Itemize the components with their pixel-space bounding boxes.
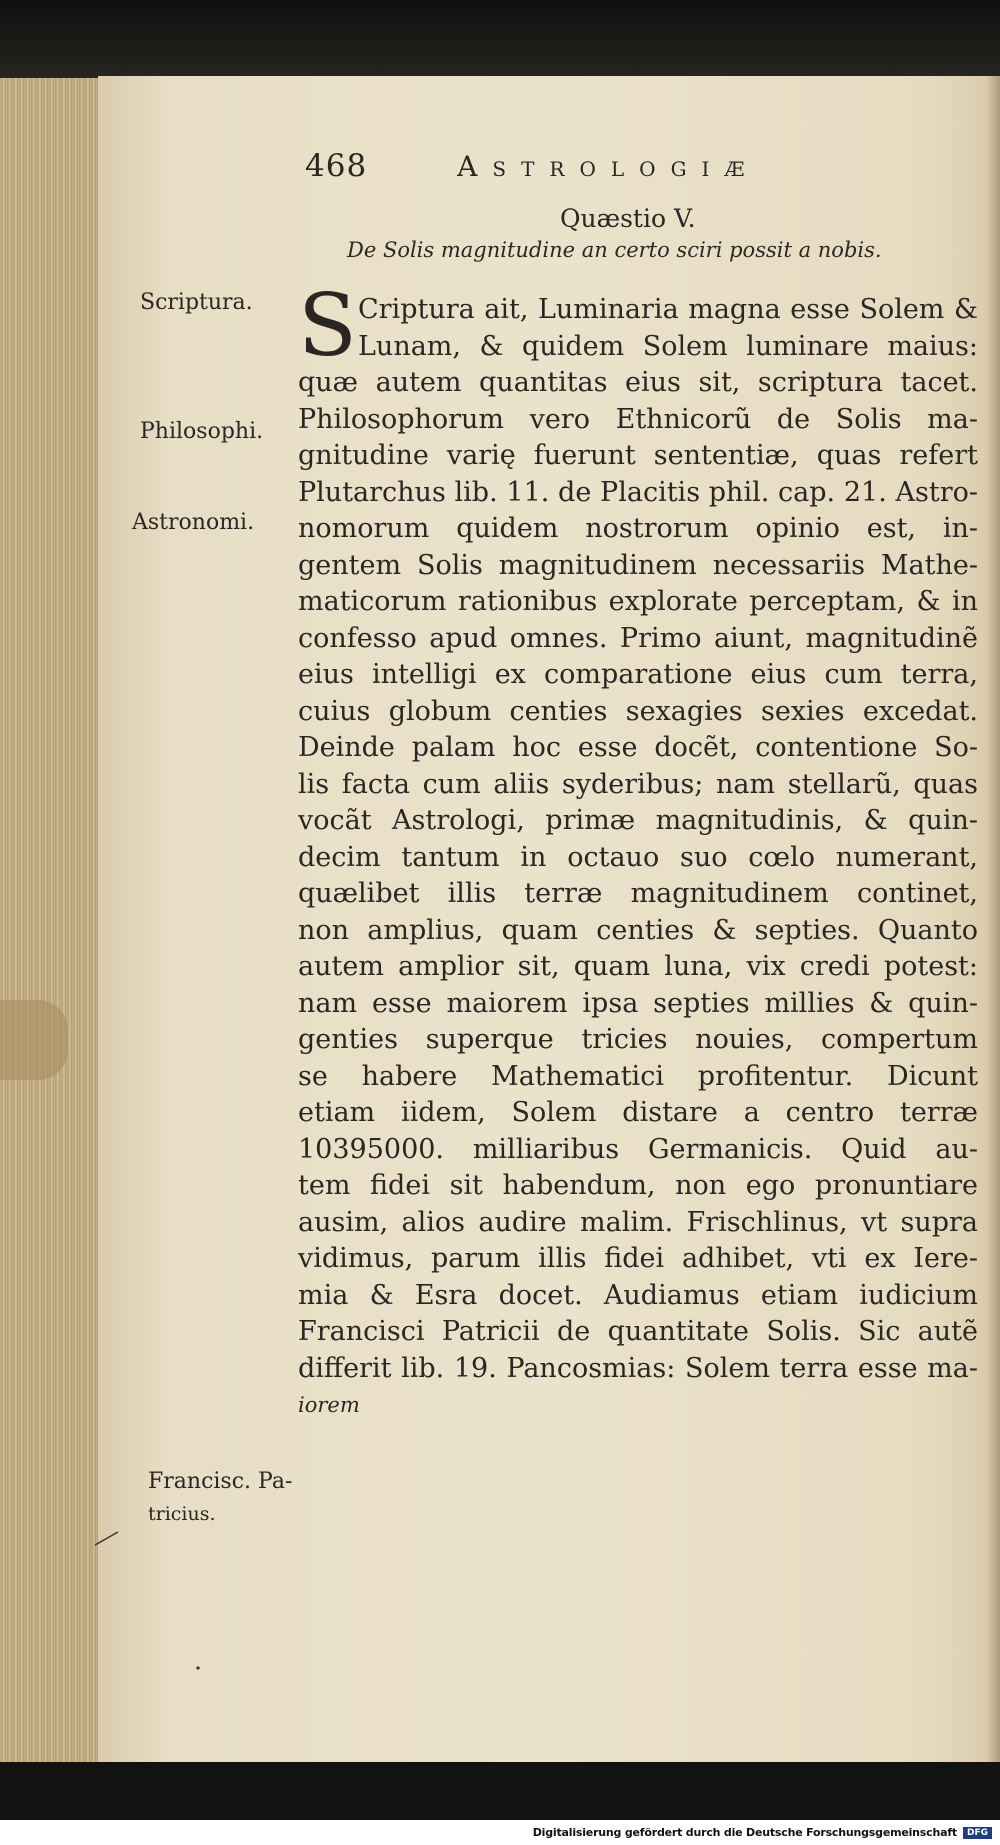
dropcap-initial: S (298, 276, 357, 376)
text-line: se habere Mathematici profitentur. Dicunt (298, 1060, 978, 1092)
page-number: 468 (305, 148, 368, 184)
text-line: quæ autem quantitas eius sit, scriptura tacet. (298, 367, 978, 398)
text-line: Francisci Patricii de quantitate Solis. Sic autẽ (298, 1316, 978, 1347)
text-line: differit lib. 19. Pancosmias: Solem terra esse ma- (298, 1352, 978, 1384)
text-line: maticorum rationibus explorate perceptam, & in (298, 586, 978, 617)
footer-bar (0, 1820, 1000, 1845)
page-header (305, 148, 759, 196)
text-line: nam esse maiorem ipsa septies millies & quin- (298, 987, 978, 1019)
text-line: confesso apud omnes. Primo aiunt, magnitudinẽ (298, 622, 978, 654)
text-line: vidimus, parum illis fidei adhibet, vti ex Iere- (298, 1243, 978, 1274)
text-line: Plutarchus lib. 11. de Placitis phil. cap. 21. Astro- (298, 476, 978, 508)
margin-note-francisc: Francisc. Pa- (148, 1469, 293, 1494)
page-edge-stack (0, 78, 102, 1763)
text-line: decim tantum in octauo suo cœlo numerant, (298, 841, 978, 873)
text-line: autem amplior sit, quam luna, vix credi potest: (298, 951, 978, 982)
dfg-logo: DFG (963, 1827, 992, 1839)
margin-note-philosophi: Philosophi. (140, 419, 264, 444)
text-line: gnitudine varię fuerunt sententiæ, quas refert (298, 440, 978, 471)
margin-note-scriptura: Scriptura. (140, 290, 253, 315)
quaestio-heading: Quæstio V. (560, 204, 696, 233)
text-line: etiam iidem, Solem distare a centro terræ (298, 1097, 978, 1128)
text-line: non amplius, quam centies & septies. Quanto (298, 914, 978, 946)
text-line: tem fidei sit habendum, non ego pronuntiare (298, 1170, 978, 1201)
bottom-shadow (0, 1762, 1000, 1820)
text-line: lis facta cum aliis syderibus; nam stellarũ, quas (298, 768, 978, 800)
text-line: quælibet illis terræ magnitudinem continet, (298, 878, 978, 909)
text-line: 10395000. milliaribus Germanicis. Quid au- (298, 1133, 978, 1165)
text-line: gentem Solis magnitudinem necessariis Mathe- (298, 549, 978, 581)
text-line: Criptura ait, Luminaria magna esse Solem & (358, 294, 978, 325)
text-line: ausim, alios audire malim. Frischlinus, vt supra (298, 1206, 978, 1238)
text-line: cuius globum centies sexagies sexies excedat. (298, 695, 978, 727)
margin-note-patricius: tricius. (148, 1503, 216, 1525)
text-line: nomorum quidem nostrorum opinio est, in- (298, 513, 978, 544)
catchword: iorem (298, 1393, 360, 1417)
text-line: Lunam, & quidem Solem luminare maius: (358, 330, 978, 362)
running-title: Astrologiæ (457, 150, 760, 183)
text-line: Philosophorum vero Ethnicorũ de Solis ma- (298, 403, 978, 435)
text-line: mia & Esra docet. Audiamus etiam iudicium (298, 1279, 978, 1311)
footer-credit: Digitalisierung gefördert durch die Deutsche Forschungsgemeinschaft (532, 1826, 957, 1839)
text-line: eius intelligi ex comparatione eius cum terra, (298, 659, 978, 690)
text-line: Deinde palam hoc esse docẽt, contentione So- (298, 732, 978, 763)
body-text (298, 276, 978, 1424)
text-line: vocãt Astrologi, primæ magnitudinis, & quin- (298, 805, 978, 836)
margin-note-astronomi: Astronomi. (132, 510, 255, 535)
binding-shadow (0, 1000, 68, 1080)
section-subtitle: De Solis magnitudine an certo sciri possit a nobis. (347, 238, 882, 262)
text-line: genties superque tricies nouies, compertum (298, 1024, 978, 1055)
